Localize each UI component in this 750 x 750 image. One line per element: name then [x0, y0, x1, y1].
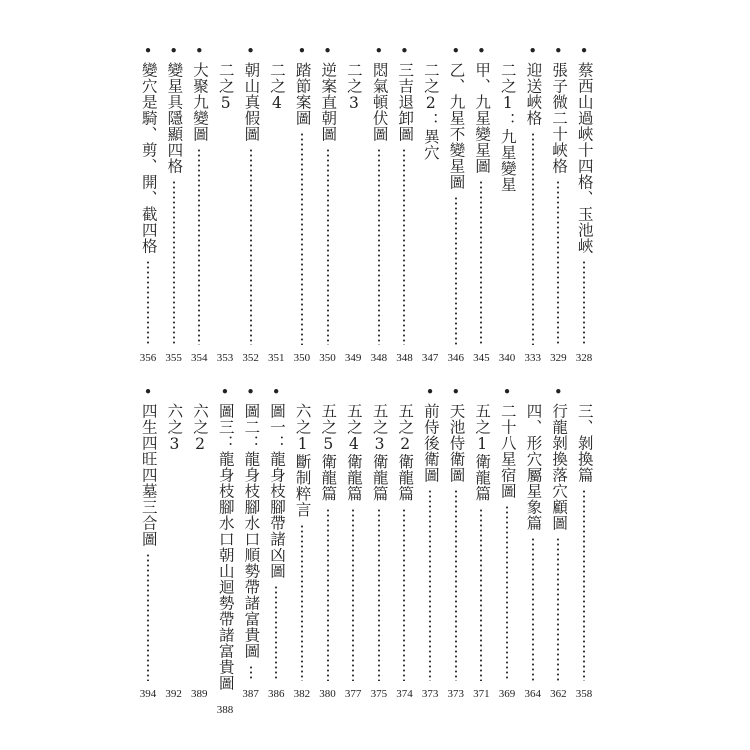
toc-entry — [572, 44, 596, 364]
toc-page-number: 350 — [293, 352, 311, 364]
toc-page-number: 348 — [370, 352, 388, 364]
dot-leader — [480, 508, 482, 682]
toc-title: 悶氣頓伏圖 — [370, 62, 389, 142]
toc-page-number: 371 — [473, 688, 490, 700]
toc-entry — [187, 44, 211, 364]
toc-page-number: 340 — [498, 352, 516, 364]
toc-page-number: 373 — [447, 688, 464, 700]
toc-entry — [239, 44, 263, 364]
toc-entry — [136, 44, 160, 364]
toc-entry — [136, 385, 160, 700]
toc-title: 五之3衛龍篇 — [370, 403, 389, 502]
toc-bullet: • — [220, 383, 230, 401]
dot-leader — [250, 665, 252, 681]
dot-leader — [506, 505, 508, 681]
toc-entry — [341, 44, 365, 364]
toc-top-block — [136, 44, 596, 364]
toc-title: 變穴是騎、剪、開、截四格 — [139, 62, 158, 254]
dot-leader — [198, 148, 200, 345]
toc-title: 逆案直朝圖 — [319, 62, 338, 142]
dot-leader — [480, 180, 482, 345]
toc-title: 天池侍衛圖 — [447, 403, 466, 483]
toc-page-number: 392 — [165, 688, 182, 700]
toc-bullet: • — [579, 42, 589, 60]
toc-page-number: 386 — [267, 688, 285, 700]
dot-leader — [455, 489, 457, 681]
toc-entry — [572, 385, 596, 700]
dot-leader — [275, 585, 277, 681]
toc-page-number: 345 — [473, 352, 490, 364]
toc-page-number: 369 — [498, 688, 516, 700]
toc-page-number: 380 — [319, 688, 336, 700]
dot-leader — [147, 553, 149, 681]
toc-title: 二之4 — [267, 62, 286, 113]
toc-page-number: 394 — [139, 688, 157, 700]
toc-bullet: • — [400, 42, 409, 60]
dot-leader — [250, 148, 252, 345]
toc-bullet: • — [323, 42, 332, 60]
toc-bullet: • — [476, 42, 486, 60]
toc-entry — [521, 385, 545, 700]
toc-page-number: 347 — [421, 352, 439, 364]
toc-title: 大聚九變圖 — [191, 62, 210, 142]
dot-leader — [557, 180, 559, 345]
toc-entry — [444, 385, 468, 700]
toc-bullet: • — [143, 42, 153, 60]
toc-page-number: 375 — [370, 688, 388, 700]
toc-entry — [290, 385, 314, 700]
dot-leader — [532, 132, 534, 345]
toc-title: 四生四旺四墓三合圖 — [139, 403, 158, 547]
toc-entry — [162, 44, 186, 364]
toc-page-number: 389 — [191, 688, 208, 700]
toc-title: 蔡西山過峽十四格、玉池峽 — [575, 62, 594, 254]
toc-bullet: • — [271, 383, 281, 401]
toc-entry — [495, 44, 519, 364]
toc-page-number: 350 — [319, 352, 336, 364]
toc-title: 甲、九星變星圖 — [473, 62, 492, 174]
toc-title: 行龍剝換落穴顧圖 — [550, 403, 569, 531]
toc-page-number: 382 — [293, 688, 311, 700]
dot-leader — [403, 508, 405, 682]
toc-title: 六之2 — [191, 403, 210, 454]
toc-entry — [367, 44, 391, 364]
toc-page-number: 353 — [216, 352, 234, 364]
toc-page-number: 354 — [191, 352, 208, 364]
toc-entry — [392, 385, 416, 700]
toc-entry — [187, 385, 211, 700]
dot-leader — [532, 537, 534, 681]
toc-bullet: • — [194, 42, 204, 60]
toc-page-number: 349 — [344, 352, 362, 364]
toc-bullet: • — [297, 42, 307, 60]
toc-title: 朝山真假圖 — [242, 62, 261, 142]
toc-bullet: • — [502, 383, 512, 401]
dot-leader — [327, 508, 329, 682]
toc-page-number: 356 — [139, 352, 157, 364]
toc-entry — [316, 385, 340, 700]
toc-page-number: 355 — [165, 352, 182, 364]
toc-entry — [444, 44, 468, 364]
toc-entry — [341, 385, 365, 700]
toc-bullet: • — [246, 383, 255, 401]
toc-page-number: 329 — [550, 352, 567, 364]
toc-title: 四、形穴屬星象篇 — [524, 403, 543, 531]
toc-entry — [546, 385, 570, 700]
toc-page-number: 358 — [575, 688, 593, 700]
dot-leader — [301, 524, 303, 682]
dot-leader — [378, 148, 380, 345]
toc-title: 五之4衛龍篇 — [344, 403, 363, 502]
toc-page-number: 388 — [216, 704, 234, 716]
toc-bullet: • — [169, 42, 179, 60]
toc-title: 六之1斷制粹言 — [293, 403, 312, 518]
toc-bullet: • — [374, 42, 384, 60]
toc-entry — [316, 44, 340, 364]
toc-entry — [239, 385, 263, 700]
toc-title: 張子微二十峽格 — [550, 62, 569, 174]
toc-entry — [213, 383, 237, 716]
dot-leader — [301, 132, 303, 345]
dot-leader — [583, 260, 585, 345]
toc-bullet: • — [425, 383, 435, 401]
toc-entry — [392, 44, 416, 364]
toc-title: 二之1：九星變星 — [498, 62, 517, 193]
toc-entry — [418, 385, 442, 700]
toc-entry — [418, 44, 442, 364]
toc-page-number: 364 — [524, 688, 541, 700]
toc-title: 迎送峽格 — [524, 62, 543, 126]
toc-title: 圖二：龍身枝腳水口順勢帶諸富貴圖 — [242, 403, 261, 659]
toc-bullet: • — [143, 383, 153, 401]
toc-bullet: • — [246, 42, 255, 60]
dot-leader — [455, 196, 457, 345]
toc-title: 前侍後衛圖 — [421, 403, 440, 483]
toc-title: 乙、九星不變星圖 — [447, 62, 466, 190]
toc-entry — [162, 385, 186, 700]
toc-bullet: • — [528, 42, 538, 60]
toc-title: 二之2：異穴 — [421, 62, 440, 161]
toc-entry — [290, 44, 314, 364]
toc-page-number: 362 — [550, 688, 567, 700]
toc-title: 變星具隱顯四格 — [165, 62, 184, 174]
toc-entry — [367, 385, 391, 700]
toc-page-number: 328 — [575, 352, 593, 364]
toc-page-number: 387 — [242, 688, 259, 700]
toc-entry — [264, 44, 288, 364]
toc-title: 六之3 — [165, 403, 184, 454]
toc-title: 踏節案圖 — [293, 62, 312, 126]
toc-entry — [469, 44, 493, 364]
toc-page-number: 373 — [421, 688, 439, 700]
toc-entry — [213, 44, 237, 364]
toc-title: 圖三：龍身枝腳水口朝山迴勢帶諸富貴圖 — [216, 403, 235, 691]
toc-page-number: 377 — [344, 688, 362, 700]
toc-page-number: 351 — [267, 352, 285, 364]
dot-leader — [557, 537, 559, 681]
toc-title: 三吉退卸圖 — [396, 62, 415, 142]
dot-leader — [403, 148, 405, 345]
dot-leader — [429, 489, 431, 681]
dot-leader — [147, 260, 149, 345]
dot-leader — [352, 508, 354, 682]
toc-title: 五之1衛龍篇 — [473, 403, 492, 502]
toc-title: 二之3 — [344, 62, 363, 113]
toc-page-number: 346 — [447, 352, 464, 364]
toc-page-number: 348 — [396, 352, 413, 364]
toc-title: 三、剝換篇 — [575, 403, 594, 483]
dot-leader — [378, 508, 380, 682]
dot-leader — [583, 489, 585, 681]
toc-entry — [264, 385, 288, 700]
toc-bullet: • — [451, 383, 461, 401]
toc-entry — [469, 385, 493, 700]
toc-title: 二之5 — [216, 62, 235, 113]
toc-page-number: 352 — [242, 352, 259, 364]
toc-bullet: • — [553, 383, 563, 401]
toc-bullet: • — [553, 42, 563, 60]
toc-page-number: 374 — [396, 688, 413, 700]
toc-title: 二十八星宿圖 — [498, 403, 517, 499]
toc-bottom-block — [136, 383, 596, 716]
toc-entry — [521, 44, 545, 364]
toc-title: 五之5衛龍篇 — [319, 403, 338, 502]
dot-leader — [327, 148, 329, 345]
toc-title: 五之2衛龍篇 — [396, 403, 415, 502]
dot-leader — [173, 180, 175, 345]
toc-title: 圖一：龍身枝腳帶諸凶圖 — [267, 403, 286, 579]
toc-entry — [495, 385, 519, 700]
toc-page-number: 333 — [524, 352, 541, 364]
toc-bullet: • — [451, 42, 461, 60]
toc-entry — [546, 44, 570, 364]
